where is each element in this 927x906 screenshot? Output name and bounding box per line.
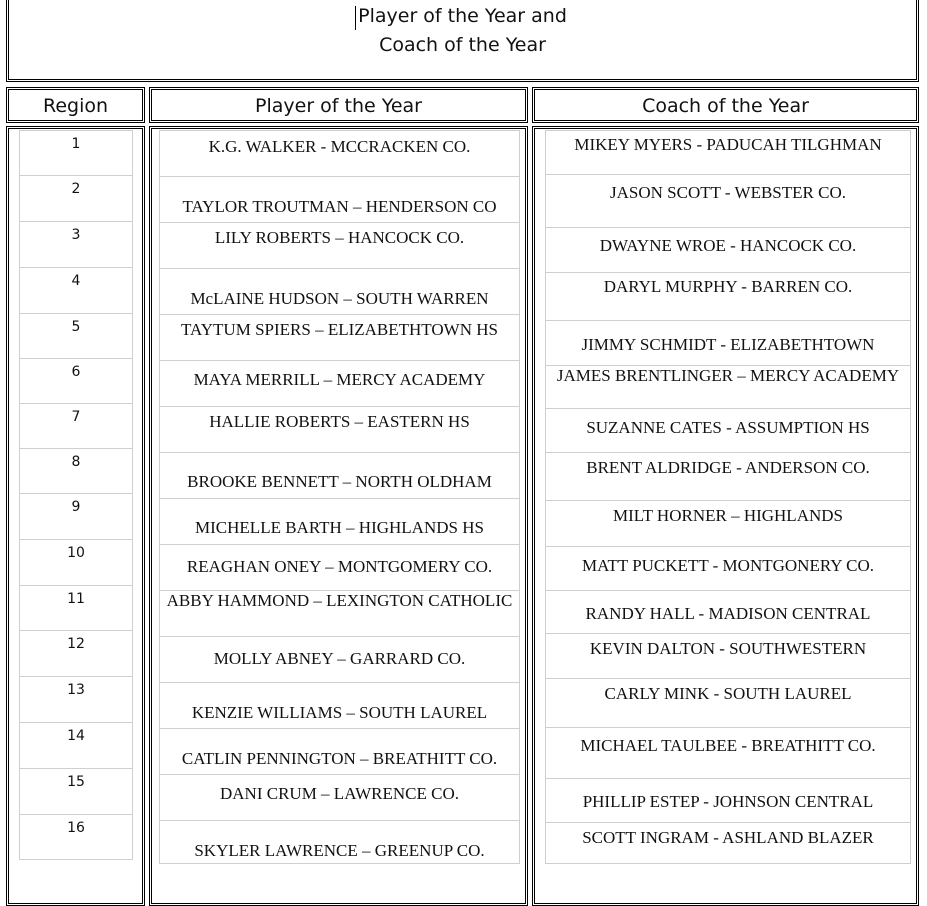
player-cell-1: K.G. WALKER - MCCRACKEN CO. [160, 130, 519, 176]
player-cell-3: LILY ROBERTS – HANCOCK CO. [160, 222, 519, 268]
header-player-label: Player of the Year [255, 95, 422, 117]
player-cell-4: McLAINE HUDSON – SOUTH WARREN [160, 268, 519, 314]
coach-cell-7: SUZANNE CATES - ASSUMPTION HS [546, 408, 910, 452]
coach-cell-6: JAMES BRENTLINGER – MERCY ACADEMY [546, 365, 910, 408]
player-cell-12: MOLLY ABNEY – GARRARD CO. [160, 636, 519, 682]
coach-cell-3: DWAYNE WROE - HANCOCK CO. [546, 227, 910, 272]
player-cell-7: HALLIE ROBERTS – EASTERN HS [160, 406, 519, 452]
region-cell-9: 9 [20, 493, 132, 539]
header-region [6, 87, 145, 123]
player-cell-11: ABBY HAMMOND – LEXINGTON CATHOLIC [160, 590, 519, 636]
coach-cell-2: JASON SCOTT - WEBSTER CO. [546, 174, 910, 227]
header-region-label: Region [42, 95, 109, 117]
player-cell-13: KENZIE WILLIAMS – SOUTH LAUREL [160, 682, 519, 728]
coach-cell-4: DARYL MURPHY - BARREN CO. [546, 272, 910, 320]
coach-cell-14: MICHAEL TAULBEE - BREATHITT CO. [546, 727, 910, 778]
coach-cell-1: MIKEY MYERS - PADUCAH TILGHMAN [546, 130, 910, 174]
coach-cell-8: BRENT ALDRIDGE - ANDERSON CO. [546, 452, 910, 500]
coach-cell-13: CARLY MINK - SOUTH LAUREL [546, 678, 910, 727]
page-title-line-2: Coach of the Year [379, 34, 546, 56]
player-cell-15: DANI CRUM – LAWRENCE CO. [160, 774, 519, 820]
text-cursor [355, 6, 356, 30]
coach-cell-5: JIMMY SCHMIDT - ELIZABETHTOWN [546, 320, 910, 365]
header-coach-label: Coach of the Year [642, 95, 809, 117]
region-cell-1: 1 [20, 130, 132, 175]
coach-cell-12: KEVIN DALTON - SOUTHWESTERN [546, 633, 910, 678]
region-cell-16: 16 [20, 814, 132, 860]
player-cell-5: TAYTUM SPIERS – ELIZABETHTOWN HS [160, 314, 519, 360]
region-cell-4: 4 [20, 267, 132, 313]
region-cell-12: 12 [20, 630, 132, 676]
region-cell-7: 7 [20, 403, 132, 448]
coach-cell-11: RANDY HALL - MADISON CENTRAL [546, 590, 910, 633]
player-cell-2: TAYLOR TROUTMAN – HENDERSON CO [160, 176, 519, 222]
region-cell-2: 2 [20, 175, 132, 221]
region-cell-3: 3 [20, 221, 132, 267]
player-cell-16: SKYLER LAWRENCE – GREENUP CO. [160, 820, 519, 864]
region-cell-15: 15 [20, 768, 132, 814]
title-box [6, 0, 919, 82]
header-coach [532, 87, 919, 123]
player-cell-9: MICHELLE BARTH – HIGHLANDS HS [160, 498, 519, 544]
coach-cell-16: SCOTT INGRAM - ASHLAND BLAZER [546, 822, 910, 864]
coach-cell-10: MATT PUCKETT - MONTGONERY CO. [546, 546, 910, 590]
player-cells [159, 130, 520, 864]
coach-cell-9: MILT HORNER – HIGHLANDS [546, 500, 910, 546]
player-cell-6: MAYA MERRILL – MERCY ACADEMY [160, 360, 519, 406]
coach-cells [545, 130, 911, 864]
player-cell-8: BROOKE BENNETT – NORTH OLDHAM [160, 452, 519, 498]
region-cell-14: 14 [20, 722, 132, 768]
region-cell-6: 6 [20, 358, 132, 403]
coach-cell-15: PHILLIP ESTEP - JOHNSON CENTRAL [546, 778, 910, 822]
region-cell-13: 13 [20, 676, 132, 722]
region-cell-11: 11 [20, 585, 132, 630]
page-title-line-1: Player of the Year and [358, 5, 567, 27]
header-player [149, 87, 528, 123]
region-cell-5: 5 [20, 313, 132, 358]
player-cell-14: CATLIN PENNINGTON – BREATHITT CO. [160, 728, 519, 774]
player-cell-10: REAGHAN ONEY – MONTGOMERY CO. [160, 544, 519, 590]
region-cell-10: 10 [20, 539, 132, 585]
region-cells [19, 130, 133, 860]
region-cell-8: 8 [20, 448, 132, 493]
